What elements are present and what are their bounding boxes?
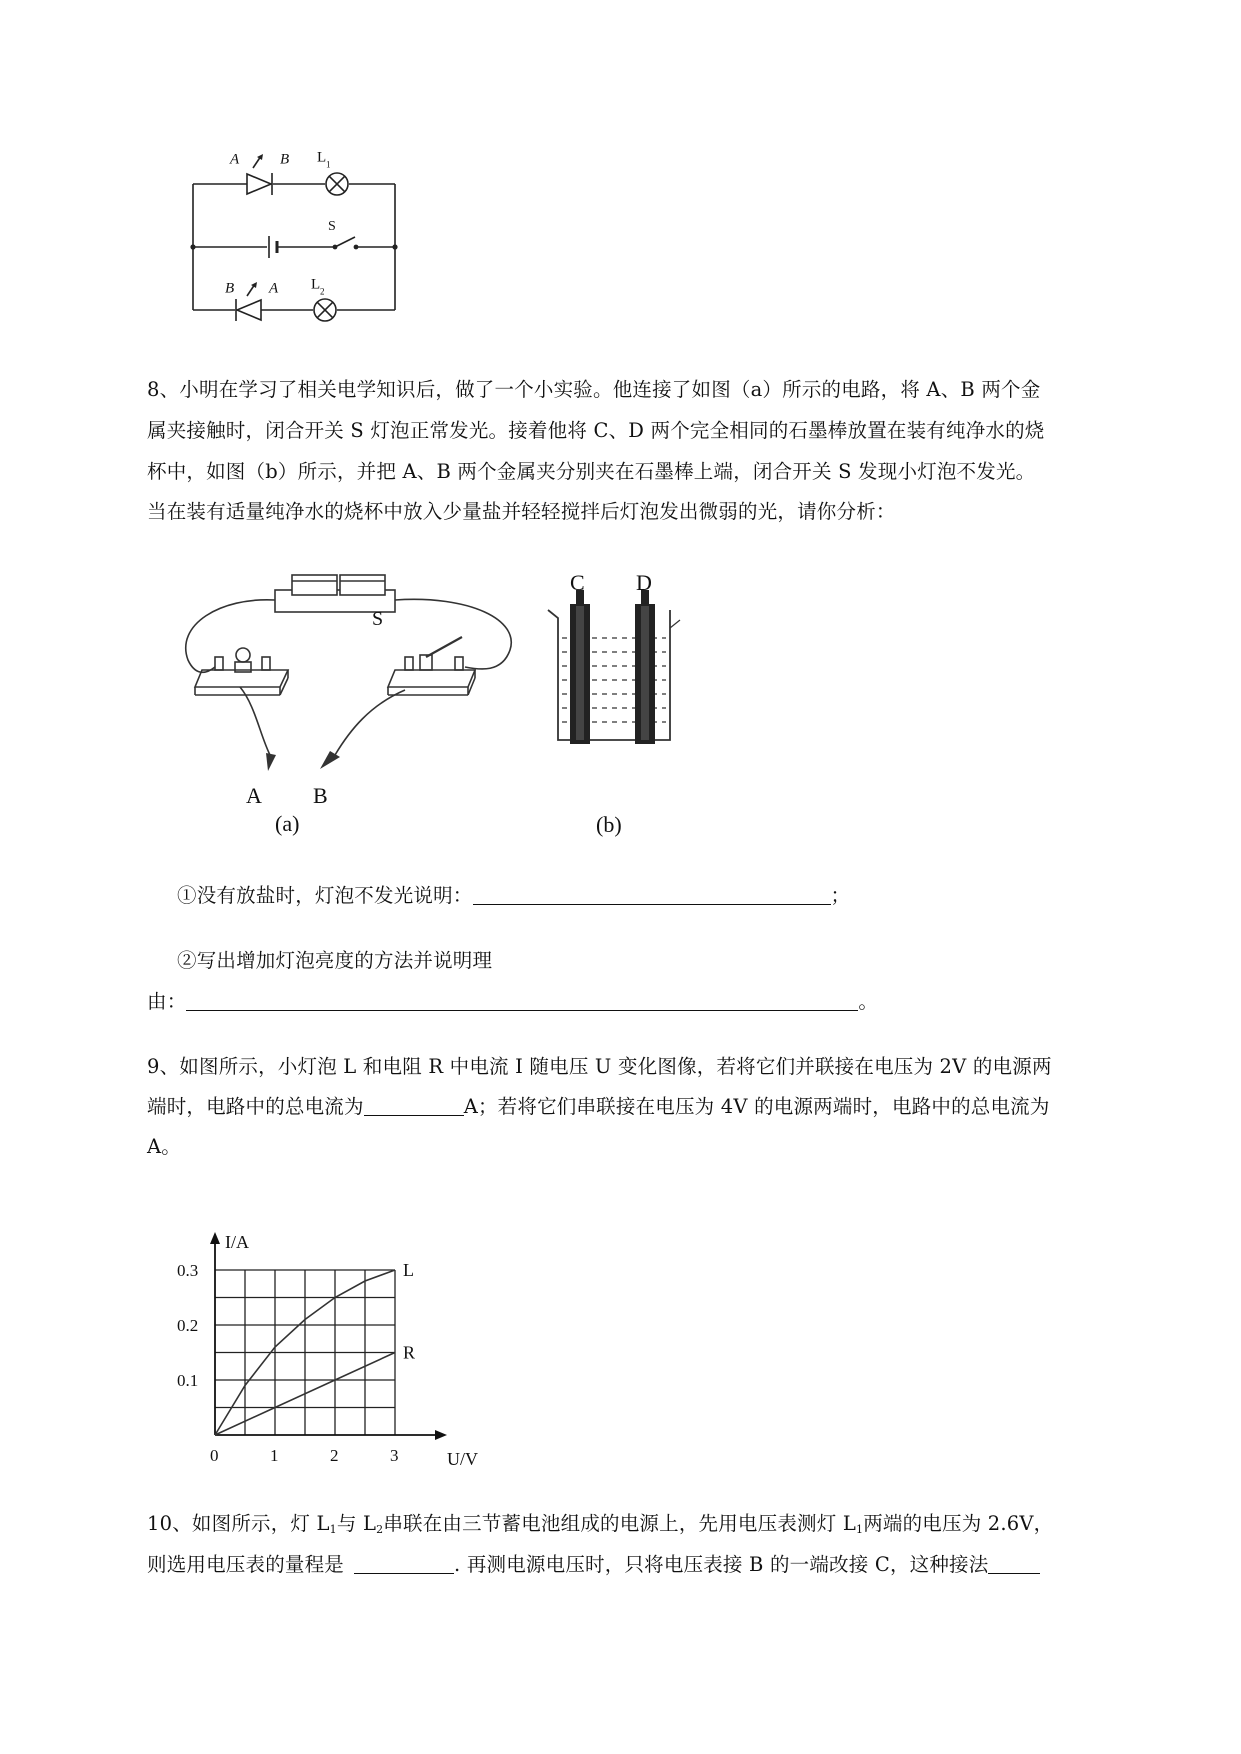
label-rod-c: C [570, 570, 585, 595]
x-axis-arrow [435, 1430, 447, 1440]
label-clip-b: B [313, 783, 328, 808]
beaker-figure-b [540, 560, 700, 840]
q9-blank-1[interactable] [364, 1095, 464, 1116]
caption-a: (a) [275, 811, 300, 836]
series-label-L: L [403, 1260, 414, 1280]
circuit-diagram-figure [185, 148, 405, 323]
y-tick-label: 0.2 [177, 1316, 199, 1335]
q8-line-1: 8、小明在学习了相关电学知识后，做了一个小实验。他连接了如图（a）所示的电路，将 A、B 两个金 [147, 378, 1041, 401]
q10-blank-2[interactable] [988, 1553, 1040, 1574]
q9-line-1: 9、如图所示，小灯泡 L 和电阻 R 中电流 I 随电压 U 变化图像，若将它们并联接在电压为 2V 的电源两 [147, 1055, 1052, 1078]
q9-line-2a: 端时，电路中的总电流为 [147, 1095, 364, 1118]
series-label-R: R [403, 1342, 416, 1363]
q10-l2-b: . 再测电源电压时，只将电压表接 B 的一端改接 C，这种接法 [454, 1553, 989, 1576]
y-tick-label: 0.3 [177, 1261, 199, 1280]
x-tick-label: 3 [390, 1446, 399, 1465]
q8-sub2-cont-text: 由： [147, 990, 187, 1013]
iu-chart [170, 1195, 490, 1475]
label-l2: L [311, 276, 321, 293]
q8-line-2: 属夹接触时，闭合开关 S 灯泡正常发光。接着他将 C、D 两个完全相同的石墨棒放置在装有纯净水的烧 [147, 419, 1045, 442]
x-tick-label: 0 [210, 1446, 219, 1465]
q10-l1-d: 两端的电压为 2.6V， [863, 1512, 1054, 1535]
q10-line-2 [147, 1553, 1040, 1577]
y-axis-label: I/A [225, 1232, 249, 1252]
label-l1-sub: 1 [326, 159, 331, 170]
label-l1: L [317, 149, 327, 166]
q10-l1-c: 串联在由三节蓄电池组成的电源上，先用电压表测灯 L [383, 1512, 856, 1535]
q8-sub2-blank[interactable] [186, 990, 858, 1011]
y-axis-arrow [210, 1232, 220, 1244]
q10-l2-a: 则选用电压表的量程是 [147, 1553, 345, 1576]
y-tick-label: 0.1 [177, 1371, 199, 1390]
q10-l1-sub3: 1 [855, 1523, 864, 1536]
q10-blank-1[interactable] [354, 1553, 454, 1574]
label-s: S [328, 218, 336, 234]
q8-line-3: 杯中，如图（b）所示，并把 A、B 两个金属夹分别夹在石墨棒上端，闭合开关 S 发现小灯泡不发光。 [147, 460, 1036, 483]
x-axis-label: U/V [447, 1449, 478, 1469]
q8-line-4: 当在装有适量纯净水的烧杯中放入少量盐并轻轻搅拌后灯泡发出微弱的光，请你分析： [147, 500, 896, 523]
q10-l1-sub1: 1 [329, 1523, 337, 1536]
label-l2-sub: 2 [320, 286, 325, 297]
label-b-bottom: B [225, 280, 235, 297]
q8-sub1 [177, 884, 850, 908]
q8-sub1-end: ； [830, 884, 851, 907]
q9-line-2 [147, 1095, 1050, 1119]
q10-l1-sub2: 2 [376, 1523, 384, 1536]
q10-line-1 [147, 1512, 1053, 1536]
q8-sub1-blank[interactable] [473, 884, 831, 905]
x-tick-label: 2 [330, 1446, 339, 1465]
q8-sub2: ②写出增加灯泡亮度的方法并说明理 [177, 949, 493, 972]
q8-sub1-text: ①没有放盐时，灯泡不发光说明： [177, 884, 473, 907]
label-a-top: A [230, 151, 240, 168]
q8-sub2-end: 。 [858, 990, 879, 1013]
q8-sub2-cont [147, 990, 878, 1014]
q10-l1-b: 与 L [336, 1512, 377, 1535]
apparatus-figure-a [180, 565, 520, 840]
label-clip-a: A [246, 783, 262, 808]
label-switch-s: S [372, 608, 384, 630]
label-a-bottom: A [269, 280, 279, 297]
q10-l1-a: 10、如图所示，灯 L [147, 1512, 330, 1535]
q9-line-3: A。 [147, 1135, 181, 1158]
caption-b: (b) [596, 812, 622, 837]
x-tick-label: 1 [270, 1446, 279, 1465]
label-b-top: B [280, 151, 290, 168]
label-rod-d: D [636, 570, 652, 595]
q9-line-2b: A；若将它们串联接在电压为 4V 的电源两端时，电路中的总电流为 [463, 1095, 1050, 1118]
